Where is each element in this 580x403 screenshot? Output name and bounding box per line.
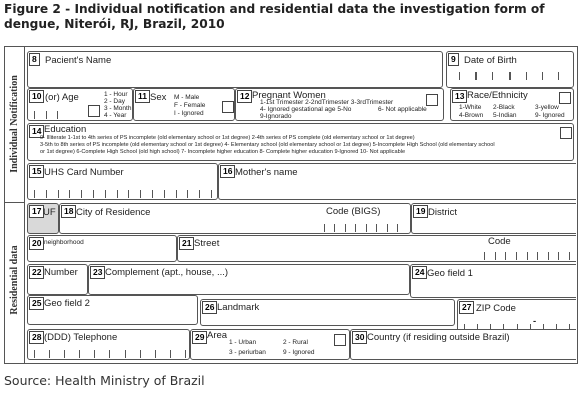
field-14-education[interactable] xyxy=(27,123,574,161)
education-options-1: 0- Illiterate 1-1st to 4th series of PS incomplete (old elementary school or 1st degree) 2-4th series of PS complete (old elementary school or 1st degree) xyxy=(40,135,415,141)
field-number: 26 xyxy=(202,301,217,314)
field-number: 20 xyxy=(29,237,44,250)
field-23-complement[interactable] xyxy=(88,264,410,295)
investigation-form xyxy=(4,46,577,363)
field-number: 25 xyxy=(29,297,44,310)
field-number: 8 xyxy=(29,53,40,66)
age-digit-ticks xyxy=(34,111,58,119)
field-label: Pacient's Name xyxy=(45,55,112,66)
field-number: 24 xyxy=(412,266,427,279)
field-label: ZIP Code xyxy=(476,303,516,314)
field-number: 14 xyxy=(29,125,44,138)
age-unit-hour: 1 - Hour xyxy=(104,91,128,98)
field-number: 15 xyxy=(29,165,44,178)
field-number: 29 xyxy=(192,331,207,344)
field-16-mothers-name[interactable] xyxy=(218,163,576,200)
field-label: Education xyxy=(44,124,87,135)
race-option-black: 2-Black xyxy=(493,104,515,111)
field-15-uhs-card-number[interactable] xyxy=(27,163,218,200)
education-checkbox[interactable] xyxy=(560,127,572,139)
pregnancy-options-1: 1-1st Trimester 2-2ndTrimester 3-3rdTrimester xyxy=(260,99,394,106)
area-option-periurban: 3 - periurban xyxy=(229,349,266,356)
field-number: 19 xyxy=(413,205,428,218)
pregnancy-checkbox[interactable] xyxy=(426,94,438,106)
education-options-3: or 1st degree) 6-Complete High School (old high school) 7- Incomplete higher education 8- Complete higher education 9-Ignored 10- Not applicable xyxy=(40,149,406,155)
city-code-ticks xyxy=(324,224,398,232)
field-label: Geo field 2 xyxy=(44,298,90,309)
field-label: Geo field 1 xyxy=(427,268,473,279)
race-option-indian: 5-Indian xyxy=(493,112,517,119)
race-checkbox[interactable] xyxy=(559,92,571,104)
field-label: Pregnant Women xyxy=(252,90,326,101)
card-digit-ticks xyxy=(34,190,212,198)
field-label: District xyxy=(428,207,458,218)
age-unit-checkbox[interactable] xyxy=(88,105,100,117)
pregnancy-options-3: 6- Not applicable xyxy=(378,106,427,113)
field-label: Landmark xyxy=(217,302,260,313)
age-unit-year: 4 - Year xyxy=(104,112,127,119)
field-22-number[interactable] xyxy=(27,264,88,295)
field-27-zip-code[interactable] xyxy=(457,299,576,333)
city-code-label: Code (BIGS) xyxy=(326,206,381,217)
street-code-label: Code xyxy=(488,236,511,247)
pregnancy-options-4: 9-Ignorado xyxy=(260,113,292,120)
date-digit-ticks xyxy=(459,72,559,80)
field-number: 22 xyxy=(29,266,44,279)
field-number: 28 xyxy=(29,331,44,344)
sex-option-male: M - Male xyxy=(174,94,200,101)
section-divider xyxy=(4,202,24,203)
field-number: 16 xyxy=(220,165,235,178)
field-label: UF xyxy=(43,207,56,218)
field-label: UHS Card Number xyxy=(44,167,124,178)
telephone-digit-ticks xyxy=(34,350,186,358)
field-label: Date of Birth xyxy=(464,55,517,66)
section-label-individual: Individual Notification xyxy=(9,75,20,173)
street-code-ticks xyxy=(484,252,570,260)
field-26-landmark[interactable] xyxy=(200,299,455,326)
field-13-race-ethnicity[interactable] xyxy=(450,88,574,121)
field-number: 12 xyxy=(237,90,252,103)
field-label: neighborhood xyxy=(44,239,84,246)
field-12-pregnant-women[interactable] xyxy=(235,88,444,121)
section-label-residential: Residential data xyxy=(9,245,20,315)
field-17-uf[interactable] xyxy=(27,203,59,234)
area-checkbox[interactable] xyxy=(334,334,346,346)
field-9-date-of-birth[interactable] xyxy=(446,51,574,88)
field-21-street[interactable] xyxy=(177,235,576,262)
area-option-urban: 1 - Urban xyxy=(229,339,257,346)
field-28-telephone[interactable] xyxy=(27,329,190,360)
field-number: 11 xyxy=(135,90,150,103)
field-label: (or) Age xyxy=(45,92,79,103)
field-24-geo-field-1[interactable] xyxy=(410,264,576,298)
field-20-neighborhood[interactable] xyxy=(27,235,177,262)
field-number: 13 xyxy=(452,90,467,103)
field-number: 9 xyxy=(448,53,459,66)
pregnancy-options-2: 4- Ignored gestational age 5-No xyxy=(260,106,352,113)
field-label: City of Residence xyxy=(76,207,151,218)
sex-checkbox[interactable] xyxy=(222,101,234,113)
age-unit-day: 2 - Day xyxy=(104,98,125,105)
field-number: 10 xyxy=(29,90,44,103)
race-option-ignored: 9- Ignored xyxy=(535,112,565,119)
field-label: Sex xyxy=(150,92,167,103)
age-unit-month: 3 - Month xyxy=(104,105,132,112)
race-option-white: 1-White xyxy=(459,104,482,111)
field-number: 21 xyxy=(179,237,194,250)
education-options-2: 3-5th to 8th series of PS incomplete (old elementary school or 1st degree) 4- Elementary school (old elementary school or 1st degree) 5-Incomplete High School (old elementary school xyxy=(40,142,495,148)
field-29-area[interactable] xyxy=(190,329,350,360)
field-18-city-of-residence[interactable] xyxy=(59,203,411,234)
field-30-country[interactable] xyxy=(350,329,576,360)
race-option-yellow: 3-yellow xyxy=(535,104,559,111)
field-11-sex[interactable] xyxy=(133,88,235,121)
field-number: 27 xyxy=(459,301,474,314)
field-number: 23 xyxy=(90,266,105,279)
area-option-ignored: 9 - Ignored xyxy=(283,349,315,356)
figure-caption: Figure 2 - Individual notification and residential data the investigation form of dengue, Niterói, RJ, Brazil, 2010 xyxy=(4,2,545,31)
field-number: 30 xyxy=(352,331,367,344)
field-25-geo-field-2[interactable] xyxy=(27,295,198,325)
field-label: (DDD) Telephone xyxy=(44,332,118,343)
race-option-brown: 4-Brown xyxy=(459,112,484,119)
source-note: Source: Health Ministry of Brazil xyxy=(4,373,205,388)
field-label: Number xyxy=(44,267,78,278)
field-label: Street xyxy=(194,238,220,249)
field-8-patient-name[interactable] xyxy=(27,51,443,88)
zip-dash: - xyxy=(533,316,537,327)
field-label: Race/Ethnicity xyxy=(467,90,528,101)
field-label: Mother's name xyxy=(235,167,298,178)
field-label: Complement (apt., house, ...) xyxy=(105,267,229,278)
field-label: Area xyxy=(207,330,228,341)
sex-option-female: F - Female xyxy=(174,102,206,109)
sex-option-ignored: I - Ignored xyxy=(174,110,204,117)
field-number: 17 xyxy=(29,205,44,218)
field-19-district[interactable] xyxy=(411,203,576,234)
field-label: Country (if residing outside Brazil) xyxy=(367,332,510,343)
field-number: 18 xyxy=(61,205,76,218)
field-10-age[interactable] xyxy=(27,88,133,121)
area-option-rural: 2 - Rural xyxy=(283,339,308,346)
sidebar-divider xyxy=(24,46,25,363)
